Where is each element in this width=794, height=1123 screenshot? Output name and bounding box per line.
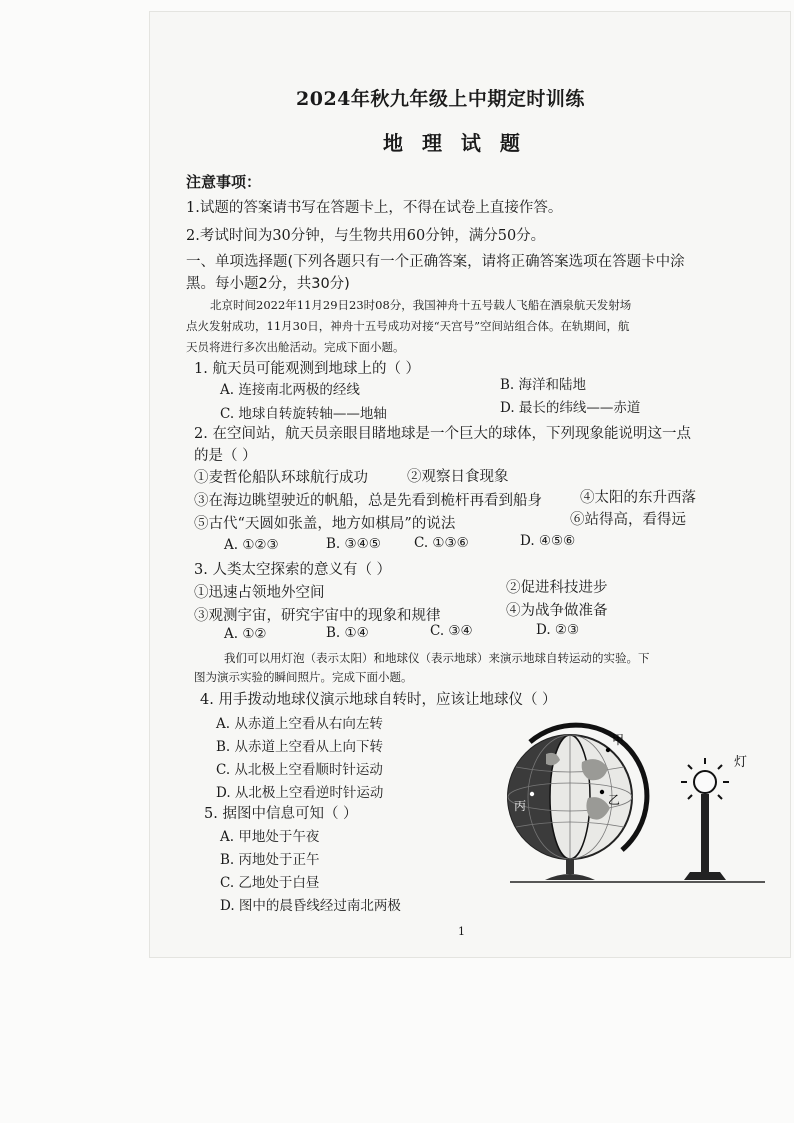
q3-stem: 3. 人类太空探索的意义有（ ） [194, 562, 392, 578]
label-bing: 丙 [514, 799, 527, 813]
q5-option-d: D. 图中的晨昏线经过南北两极 [220, 898, 401, 914]
exam-subtitle: 地 理 试 题 [383, 131, 526, 155]
notice-heading: 注意事项： [186, 173, 262, 191]
q5-option-b: B. 丙地处于正午 [220, 852, 320, 868]
label-yi: 乙 [608, 793, 621, 807]
q2-statement-3: ③在海边眺望驶近的帆船，总是先看到桅杆再看到船身 [194, 493, 542, 509]
exam-title: 2024年秋九年级上中期定时训练 [296, 88, 585, 110]
q1-option-c: C. 地球自转旋转轴——地轴 [220, 406, 387, 422]
q3-option-b: B. ①④ [326, 625, 369, 641]
section-heading-line2: 黑。每小题2分，共30分) [186, 276, 350, 292]
q3-statement-1: ①迅速占领地外空间 [194, 585, 325, 601]
label-lamp: 灯 [734, 755, 748, 770]
q2-statement-1: ①麦哲伦船队环球航行成功 [194, 470, 368, 486]
q2-statement-6: ⑥站得高，看得远 [570, 512, 686, 528]
q4-option-c: C. 从北极上空看顺时针运动 [216, 762, 383, 778]
q3-statement-3: ③观测宇宙，研究宇宙中的现象和规律 [194, 608, 441, 624]
point-bing [530, 792, 534, 796]
passage1-line1: 北京时间2022年11月29日23时08分，我国神舟十五号载人飞船在酒泉航天发射场 [210, 298, 632, 312]
point-jia [606, 748, 610, 752]
globe-base [545, 874, 595, 880]
q2-statement-4: ④太阳的东升西落 [580, 490, 696, 506]
notice-item-1: 1.试题的答案请书写在答题卡上，不得在试卷上直接作答。 [186, 200, 563, 216]
q1-option-a: A. 连接南北两极的经线 [220, 382, 360, 398]
q1-option-b: B. 海洋和陆地 [500, 377, 587, 393]
q2-option-d: D. ④⑤⑥ [520, 533, 576, 549]
q3-statement-4: ④为战争做准备 [506, 603, 608, 619]
page-number: 1 [458, 925, 465, 938]
q1-option-d: D. 最长的纬线——赤道 [500, 400, 641, 416]
passage2-line1: 我们可以用灯泡（表示太阳）和地球仪（表示地球）来演示地球自转运动的实验。下 [224, 651, 650, 665]
lamp [681, 758, 729, 880]
q3-option-a: A. ①② [224, 626, 267, 642]
label-jia: 甲 [612, 733, 625, 747]
q2-option-c: C. ①③⑥ [414, 535, 469, 551]
q4-option-d: D. 从北极上空看逆时针运动 [216, 785, 384, 801]
q5-stem: 5. 据图中信息可知（ ） [204, 806, 358, 822]
q3-statement-2: ②促进科技进步 [506, 580, 608, 596]
passage1-line2: 点火发射成功，11月30日，神舟十五号成功对接“天宫号”空间站组合体。在轨期间，航 [186, 319, 630, 333]
q4-option-b: B. 从赤道上空看从上向下转 [216, 739, 384, 755]
q2-option-b: B. ③④⑤ [326, 536, 381, 552]
q2-statement-5: ⑤古代“天圆如张盖，地方如棋局”的说法 [194, 516, 456, 532]
section-heading-line1: 一、单项选择题(下列各题只有一个正确答案，请将正确答案选项在答题卡中涂 [186, 254, 685, 270]
q2-statement-2: ②观察日食现象 [407, 469, 509, 485]
globe-lamp-figure [490, 722, 780, 892]
q3-option-c: C. ③④ [430, 623, 473, 639]
q4-option-a: A. 从赤道上空看从右向左转 [216, 716, 383, 732]
q2-stem-line1: 2. 在空间站，航天员亲眼目睹地球是一个巨大的球体，下列现象能说明这一点 [194, 426, 691, 442]
q4-stem: 4. 用手拨动地球仪演示地球自转时，应该让地球仪（ ） [200, 692, 557, 708]
notice-item-2: 2.考试时间为30分钟，与生物共用60分钟，满分50分。 [186, 228, 546, 244]
q5-option-c: C. 乙地处于白昼 [220, 875, 320, 891]
q2-option-a: A. ①②③ [224, 537, 279, 553]
q1-stem: 1. 航天员可能观测到地球上的（ ） [194, 361, 421, 377]
q3-option-d: D. ②③ [536, 622, 580, 638]
q5-option-a: A. 甲地处于午夜 [220, 829, 320, 845]
point-yi [600, 790, 604, 794]
passage1-line3: 天员将进行多次出舱活动。完成下面小题。 [186, 340, 405, 354]
q2-stem-line2: 的是（ ） [194, 448, 257, 464]
passage2-line2: 图为演示实验的瞬间照片。完成下面小题。 [194, 670, 413, 684]
